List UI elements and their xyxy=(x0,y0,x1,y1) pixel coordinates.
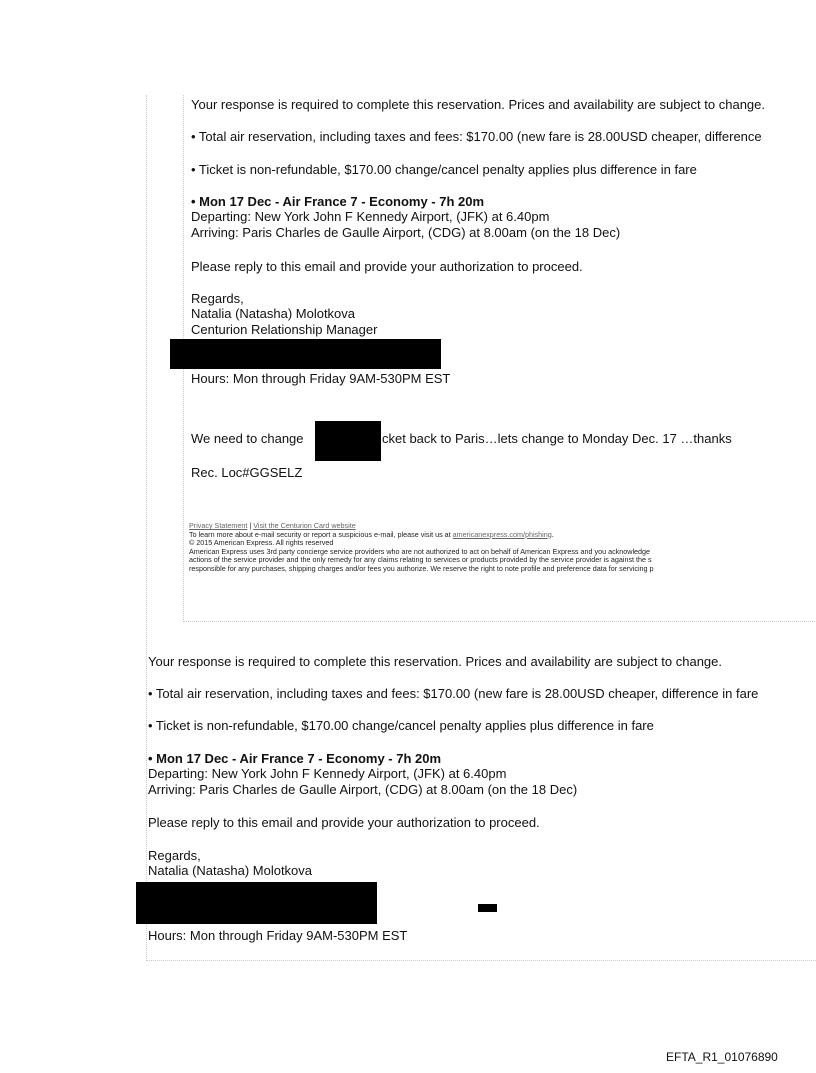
redaction-block xyxy=(136,882,377,924)
footer-security-end: . xyxy=(551,529,554,539)
footer-security-text: To learn more about e-mail security or report a suspicious e-mail, please visit us at xyxy=(189,529,453,539)
redaction-mark xyxy=(478,904,497,912)
outer-quote-bottom-rule xyxy=(146,960,816,961)
inner-signature-role: Centurion Relationship Manager xyxy=(191,322,378,337)
inner-reply: Please reply to this email and provide your authorization to proceed. xyxy=(191,259,583,274)
inner-quote-bottom-rule xyxy=(183,621,816,622)
document-id: EFTA_R1_01076890 xyxy=(666,1050,778,1064)
footer-disclaimer-line: responsible for any purchases, shipping charges and/or fees you authorize. We reserve the right to note profile and preference data for servicing p xyxy=(189,563,654,573)
outer-regards: Regards, xyxy=(148,848,201,863)
inner-regards: Regards, xyxy=(191,291,244,306)
footer-separator: | xyxy=(247,521,254,530)
outer-intro: Your response is required to complete this reservation. Prices and availability are subject to change. xyxy=(148,654,722,669)
outer-signature-name: Natalia (Natasha) Molotkova xyxy=(148,863,313,878)
outer-bullet-total: • Total air reservation, including taxes and fees: $170.00 (new fare is 28.00USD cheaper, difference in fare xyxy=(148,686,759,701)
phishing-link[interactable]: americanexpress.com/phishing xyxy=(452,529,552,539)
outer-quote-rule xyxy=(146,95,147,961)
outer-hours: Hours: Mon through Friday 9AM-530PM EST xyxy=(148,928,408,943)
outer-reply: Please reply to this email and provide your authorization to proceed. xyxy=(148,815,540,830)
inner-flight-title: • Mon 17 Dec - Air France 7 - Economy - 7h 20m xyxy=(191,194,485,209)
inner-departing: Departing: New York John F Kennedy Airport, (JFK) at 6.40pm xyxy=(191,209,550,224)
redaction-block xyxy=(315,421,381,461)
redaction-block xyxy=(170,339,441,369)
email-footer xyxy=(189,522,654,574)
inner-signature-name: Natalia (Natasha) Molotkova xyxy=(191,306,356,321)
footer-copyright: © 2015 American Express. All rights reserved xyxy=(189,538,334,548)
inner-intro: Your response is required to complete this reservation. Prices and availability are subject to change. xyxy=(191,97,765,112)
outer-flight-title: • Mon 17 Dec - Air France 7 - Economy - 7h 20m xyxy=(148,751,442,766)
centurion-website-link[interactable]: Visit the Centurion Card website xyxy=(253,521,356,530)
request-text-end: cket back to Paris…lets change to Monday Dec. 17 …thanks xyxy=(382,431,732,446)
inner-arriving: Arriving: Paris Charles de Gaulle Airport, (CDG) at 8.00am (on the 18 Dec) xyxy=(191,225,621,240)
record-locator: Rec. Loc#GGSELZ xyxy=(191,465,303,480)
inner-bullet-ticket: • Ticket is non-refundable, $170.00 change/cancel penalty applies plus difference in fare xyxy=(191,162,697,177)
privacy-statement-link[interactable]: Privacy Statement xyxy=(189,521,248,530)
outer-departing: Departing: New York John F Kennedy Airport, (JFK) at 6.40pm xyxy=(148,766,507,781)
footer-disclaimer-line: actions of the service provider and the only remedy for any claims relating to services or products provided by the service provider is against the s xyxy=(189,555,652,565)
inner-hours: Hours: Mon through Friday 9AM-530PM EST xyxy=(191,371,451,386)
outer-arriving: Arriving: Paris Charles de Gaulle Airport, (CDG) at 8.00am (on the 18 Dec) xyxy=(148,782,578,797)
outer-bullet-ticket: • Ticket is non-refundable, $170.00 change/cancel penalty applies plus difference in fare xyxy=(148,718,654,733)
request-text-start: We need to change xyxy=(191,431,304,446)
footer-disclaimer-line: American Express uses 3rd party concierge service providers who are not authorized to act on behalf of American Express and you acknowledge xyxy=(189,546,651,556)
inner-bullet-total: • Total air reservation, including taxes and fees: $170.00 (new fare is 28.00USD cheaper, difference xyxy=(191,129,762,144)
